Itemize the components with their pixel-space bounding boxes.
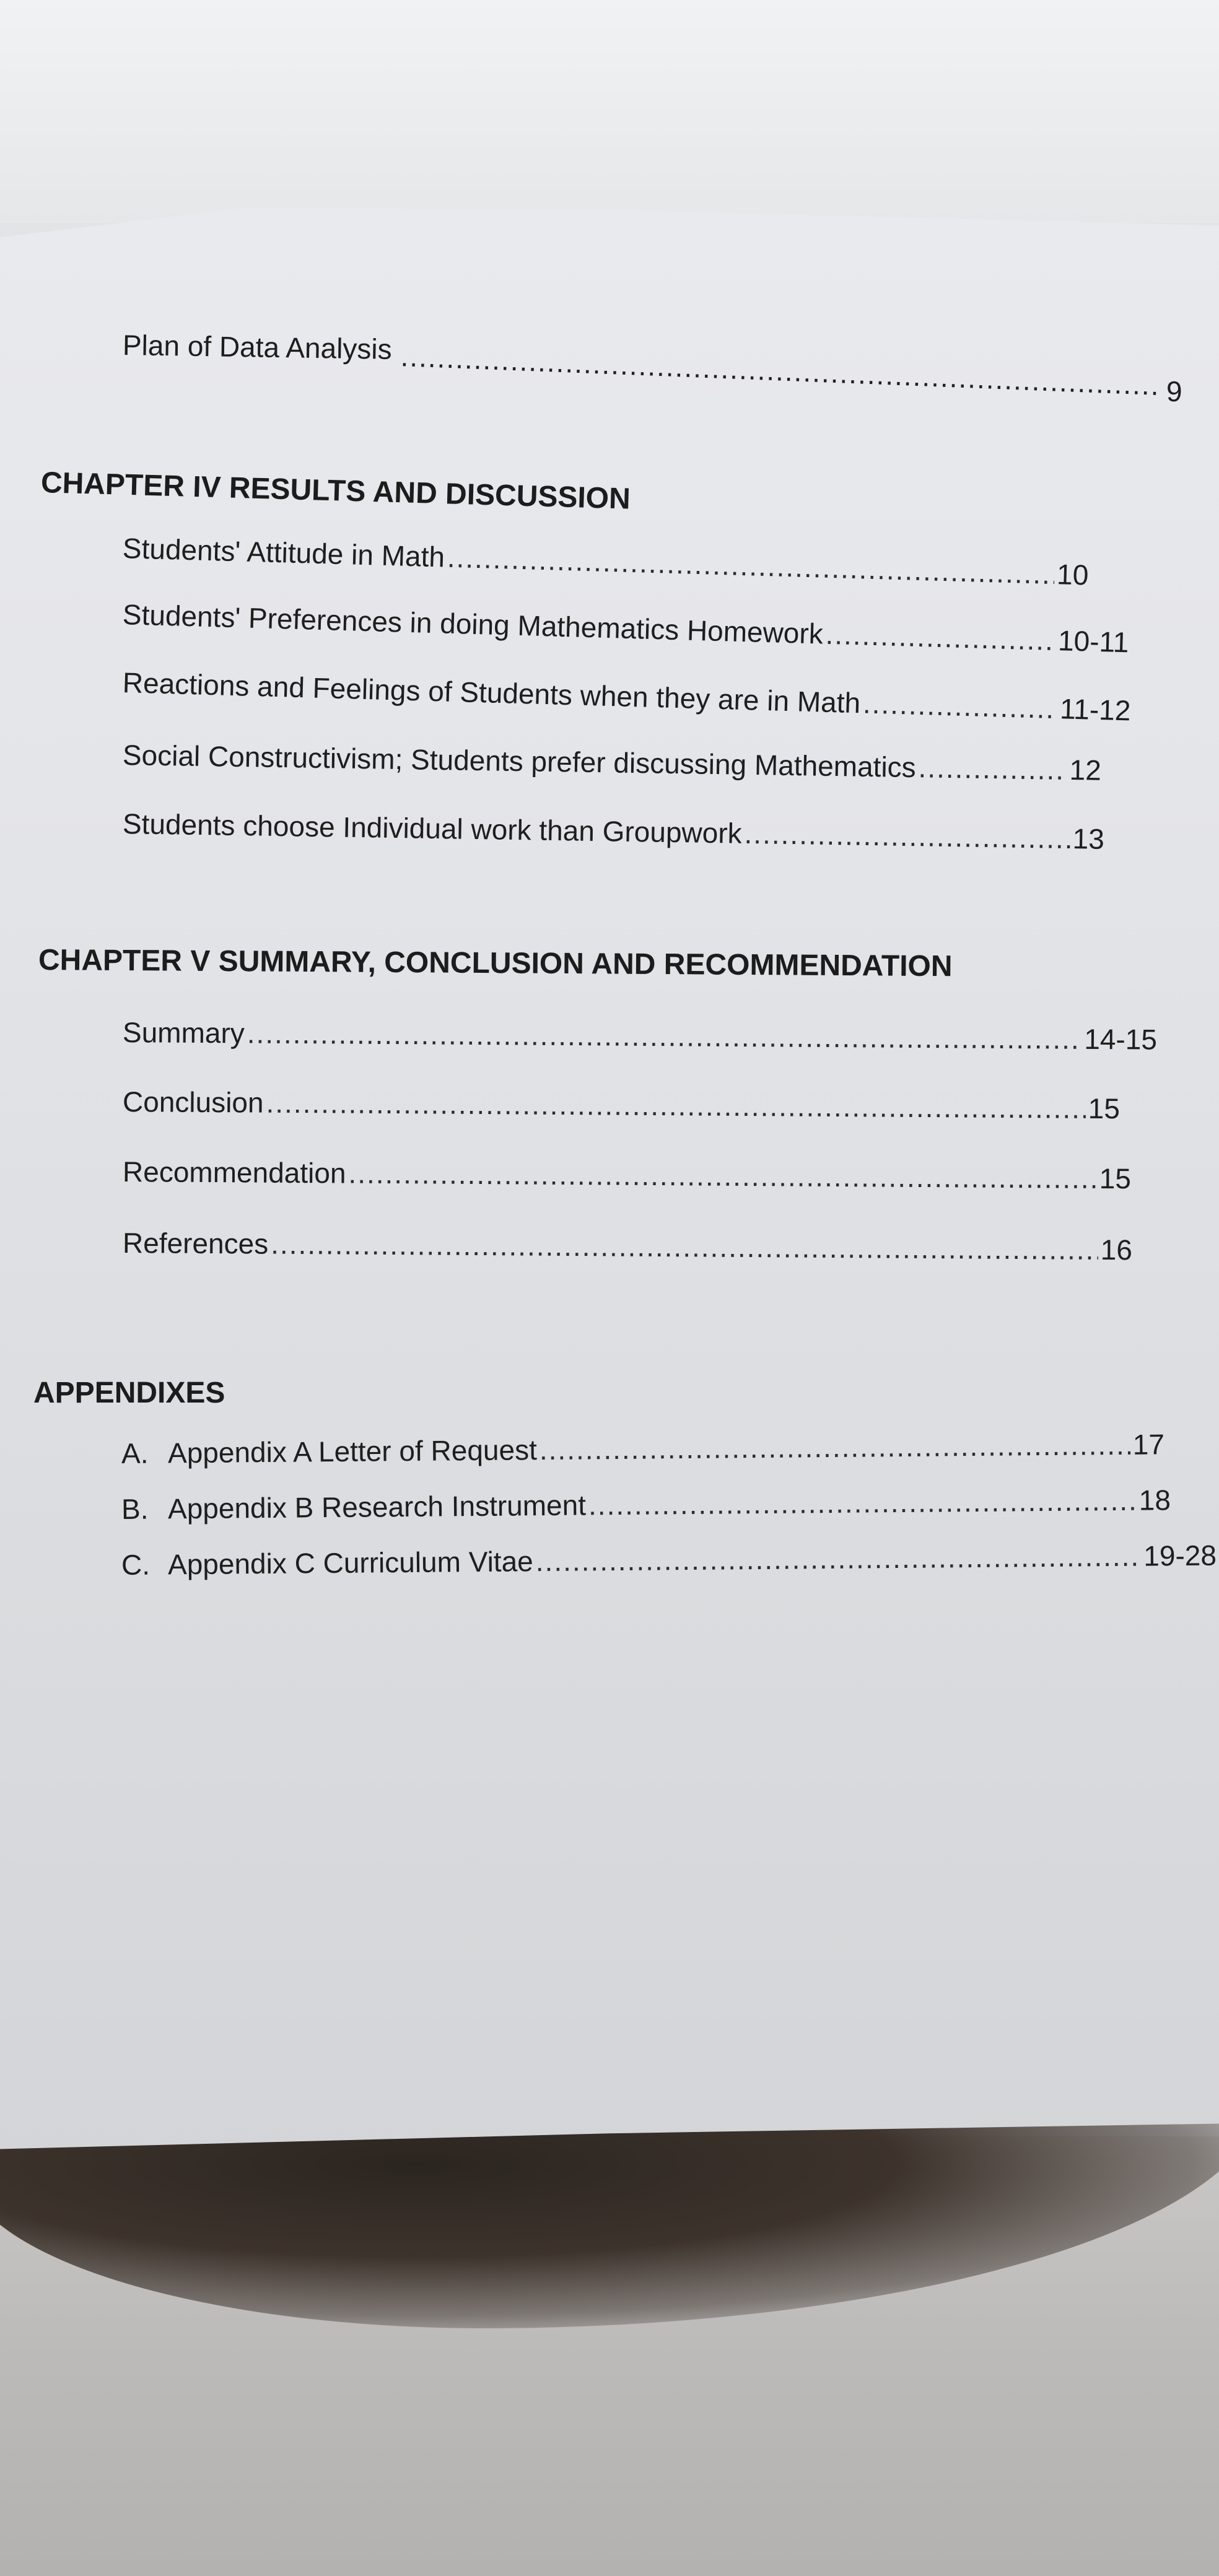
toc-entry-label	[121, 1488, 586, 1526]
toc-entry-label: Social Constructivism; Students prefer discussing Mathematics	[122, 739, 917, 784]
toc-entry-label: Plan of Data Analysis	[122, 329, 393, 365]
toc-entry-label: References	[122, 1227, 269, 1260]
appendix-title: Appendix A Letter of Request	[167, 1434, 538, 1469]
toc-entry-appendix	[121, 1483, 1171, 1526]
appendixes-heading: APPENDIXES	[33, 1377, 225, 1409]
toc-entry	[123, 738, 1102, 787]
toc-entry-page: 15	[1099, 1162, 1132, 1195]
toc-entry-page: 11-12	[1059, 692, 1132, 727]
toc-entry	[123, 1016, 1157, 1056]
toc-entry	[123, 1226, 1132, 1266]
toc-entry	[122, 666, 1131, 727]
toc-entry-page: 18	[1138, 1484, 1171, 1516]
dot-leader	[862, 686, 1058, 725]
chapter-v-heading: CHAPTER V SUMMARY, CONCLUSION AND RECOMMENDATION	[38, 944, 953, 983]
toc-entry	[122, 531, 1089, 592]
appendix-letter: B.	[121, 1492, 149, 1525]
appendix-title: Appendix B Research Instrument	[167, 1489, 587, 1525]
dot-leader	[918, 751, 1067, 786]
toc-entry-page: 12	[1069, 754, 1102, 786]
dot-leader	[744, 817, 1070, 855]
toc-entry-page: 19-28	[1143, 1539, 1217, 1572]
toc-entry-page: 9	[1166, 375, 1182, 407]
toc-entry-appendix	[121, 1427, 1164, 1470]
toc-entry-label: Students' Attitude in Math	[122, 532, 445, 573]
toc-entry-page: 10-11	[1057, 624, 1130, 659]
toc-entry	[122, 598, 1129, 659]
toc-entry-page: 14-15	[1084, 1022, 1158, 1056]
dot-leader	[588, 1484, 1137, 1522]
toc-entry-label: Students choose Individual work than Groupwork	[122, 807, 743, 850]
toc-entry-page: 16	[1100, 1234, 1133, 1266]
appendix-letter: A.	[121, 1437, 149, 1469]
toc-entry-page: 13	[1072, 822, 1105, 855]
toc-entry-appendix	[121, 1539, 1217, 1582]
toc-entry-page: 15	[1088, 1092, 1121, 1125]
toc-entry-label: Summary	[122, 1016, 245, 1050]
dot-leader	[247, 1016, 1082, 1055]
toc-entry-page: 10	[1056, 558, 1090, 591]
dot-leader	[536, 1539, 1142, 1578]
toc-entry-label	[121, 1433, 537, 1470]
toc-entry-plan-of-data-analysis	[123, 328, 1188, 415]
dot-leader	[400, 339, 1163, 402]
dot-leader	[271, 1227, 1098, 1266]
appendix-title: Appendix C Curriculum Vitae	[167, 1545, 533, 1581]
appendix-letter: C.	[121, 1548, 151, 1581]
toc-entry	[123, 1155, 1131, 1195]
toc-entry-label: Students' Preferences in doing Mathematics Homework	[122, 598, 824, 650]
dot-leader	[348, 1157, 1097, 1195]
dot-leader	[540, 1428, 1130, 1466]
toc-entry-label: Reactions and Feelings of Students when they are in Math	[122, 666, 861, 720]
dot-leader	[447, 541, 1055, 591]
toc-entry-label	[121, 1544, 533, 1582]
dot-leader	[266, 1086, 1086, 1125]
toc-entry	[123, 807, 1105, 856]
toc-entry-label: Conclusion	[122, 1086, 264, 1119]
toc-entry	[123, 1085, 1120, 1125]
dot-leader	[825, 617, 1056, 657]
toc-entry-page: 17	[1132, 1428, 1165, 1461]
chapter-iv-heading: CHAPTER IV RESULTS AND DISCUSSION	[40, 466, 631, 516]
toc-entry-label: Recommendation	[122, 1155, 346, 1190]
